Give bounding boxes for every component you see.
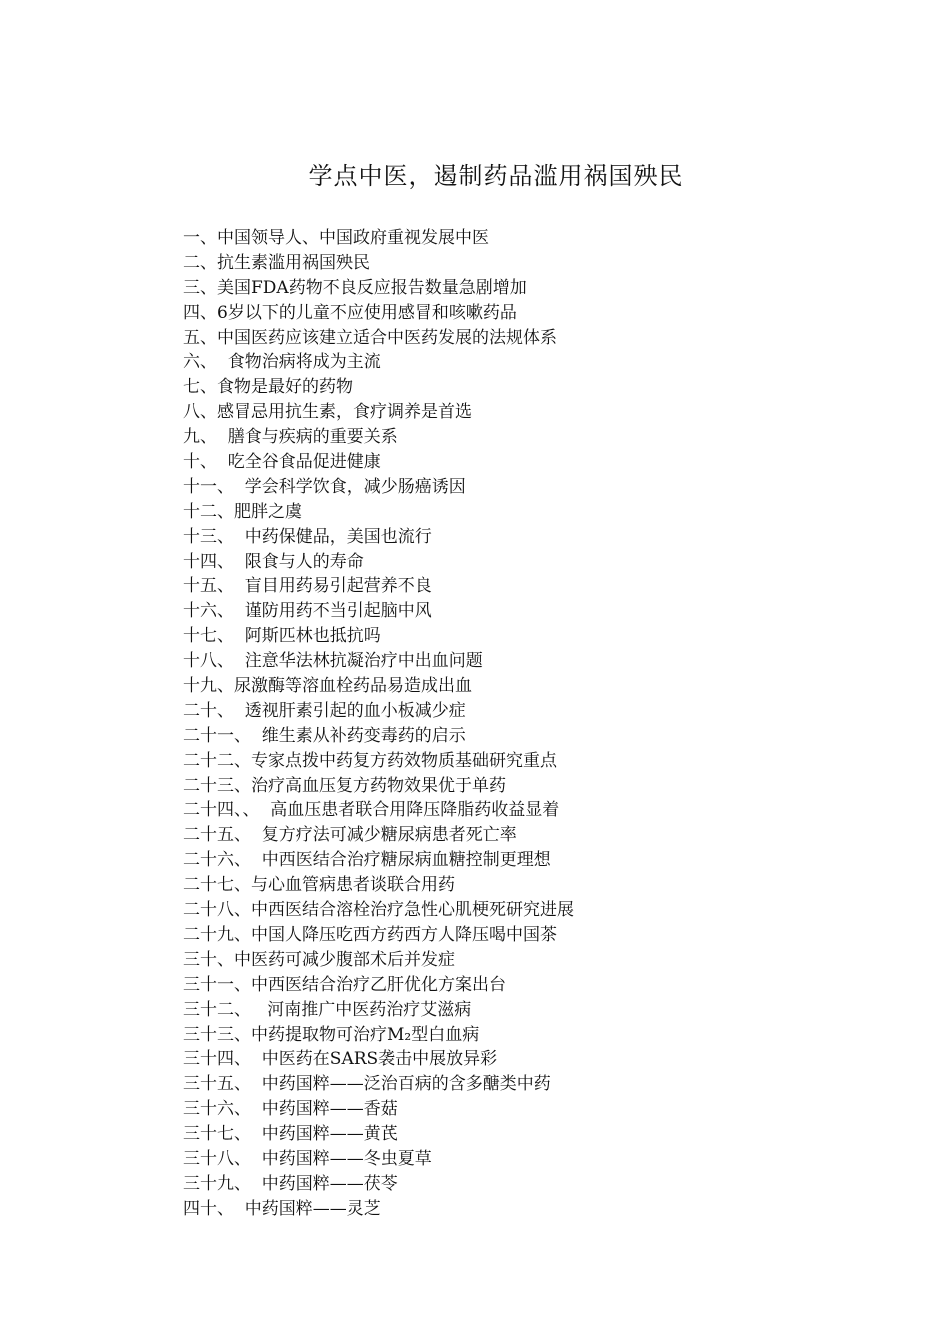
toc-item: 二十七、与心血管病患者谈联合用药 [183,875,455,896]
toc-item: 五、中国医药应该建立适合中医药发展的法规体系 [183,327,557,348]
toc-item: 二十五、 复方疗法可减少糖尿病患者死亡率 [183,825,517,846]
toc-item: 三十、中医药可减少腹部术后并发症 [183,949,455,970]
toc-item: 十、 吃全谷食品促进健康 [183,452,381,473]
toc-item: 一、中国领导人、中国政府重视发展中医 [183,228,489,248]
toc-item: 三十六、 中药国粹——香菇 [183,1099,398,1120]
toc-item: 二十一、 维生素从补药变毒药的启示 [183,725,466,746]
toc-item: 十九、尿激酶等溶血栓药品易造成出血 [183,676,472,697]
toc-item: 十五、 盲目用药易引起营养不良 [183,576,432,597]
toc-item: 十二、肥胖之虞 [183,501,302,522]
toc-item: 二十二、专家点拨中药复方药效物质基础研究重点 [183,750,557,771]
table-of-contents [183,226,574,1222]
toc-item: 三十七、 中药国粹——黄芪 [183,1124,398,1145]
toc-item: 二十九、中国人降压吃西方药西方人降压喝中国茶 [183,924,557,945]
toc-item: 二十六、 中西医结合治疗糖尿病血糖控制更理想 [183,850,551,871]
toc-item: 三、美国FDA药物不良反应报告数量急剧增加 [183,277,527,298]
toc-item: 四、6岁以下的儿童不应使用感冒和咳嗽药品 [183,302,517,323]
toc-item: 四十、 中药国粹——灵芝 [183,1198,381,1219]
toc-item: 二十八、中西医结合溶栓治疗急性心肌梗死研究进展 [183,900,574,921]
toc-item: 十八、 注意华法林抗凝治疗中出血问题 [183,651,483,672]
document-title: 学点中医，遏制药品滥用祸国殃民 [308,162,684,190]
toc-item: 二、抗生素滥用祸国殃民 [183,252,370,273]
toc-item: 十四、 限食与人的寿命 [183,551,364,572]
toc-item: 三十五、 中药国粹——泛治百病的含多醣类中药 [183,1074,551,1095]
toc-item: 二十三、治疗高血压复方药物效果优于单药 [183,775,506,796]
toc-item: 十七、 阿斯匹林也抵抗吗 [183,626,381,647]
toc-item: 六、 食物治病将成为主流 [183,352,381,373]
toc-item: 十六、 谨防用药不当引起脑中风 [183,601,432,622]
toc-item: 八、感冒忌用抗生素，食疗调养是首选 [183,402,472,423]
toc-item: 三十四、 中医药在SARS袭击中展放异彩 [183,1049,498,1070]
toc-item: 三十八、 中药国粹——冬虫夏草 [183,1148,432,1169]
toc-item: 七、食物是最好的药物 [183,377,353,398]
toc-item: 三十三、中药提取物可治疗M₂型白血病 [183,1024,480,1045]
toc-item: 三十二、 河南推广中医药治疗艾滋病 [183,999,472,1020]
toc-item: 三十九、 中药国粹——茯苓 [183,1173,398,1194]
toc-item: 三十一、中西医结合治疗乙肝优化方案出台 [183,974,506,995]
toc-item: 十三、 中药保健品，美国也流行 [183,526,432,547]
toc-item: 二十四、、 高血压患者联合用降压降脂药收益显着 [183,800,560,821]
toc-item: 二十、 透视肝素引起的血小板减少症 [183,700,466,721]
toc-item: 十一、 学会科学饮食，减少肠癌诱因 [183,476,466,497]
toc-item: 九、 膳食与疾病的重要关系 [183,427,398,448]
